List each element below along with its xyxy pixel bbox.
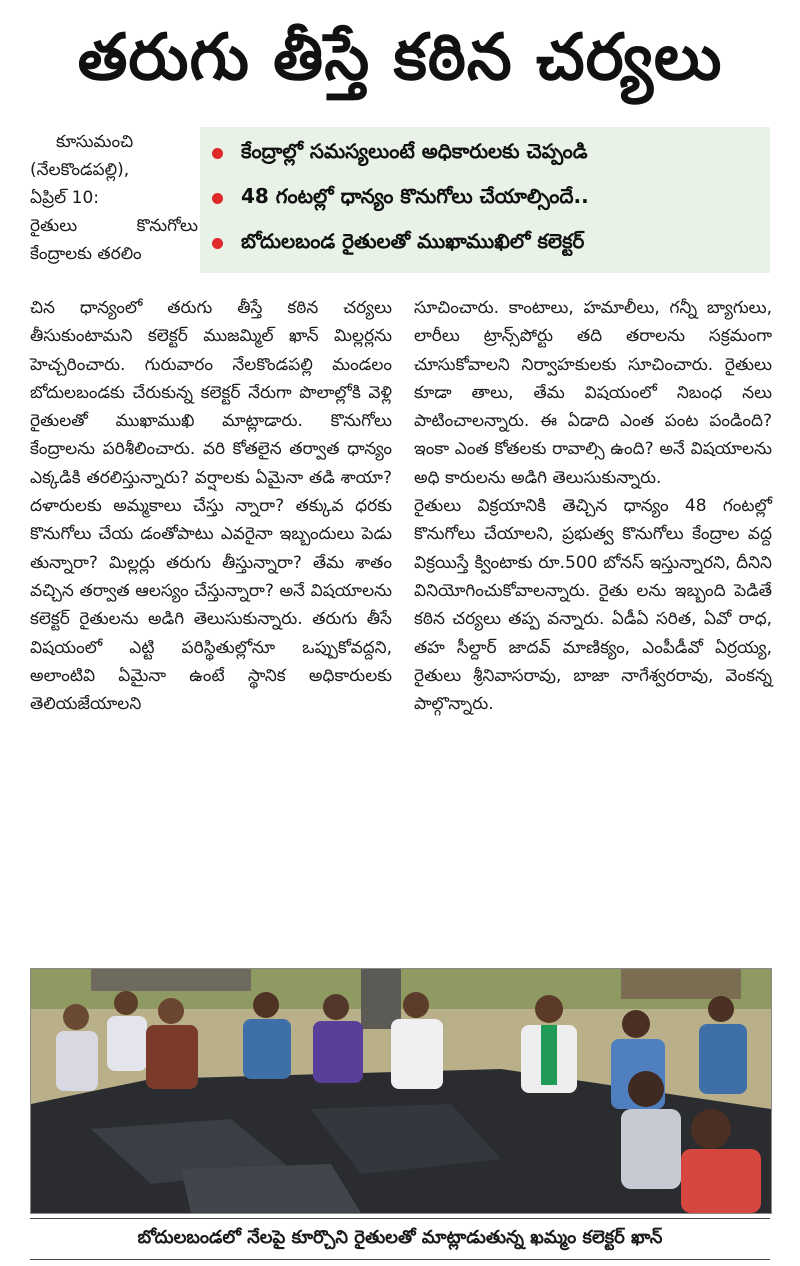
bullet-icon [212,193,223,204]
dateline [30,128,198,268]
article-paragraph: చిన ధాన్యంలో తరుగు తీస్తే కఠిన చర్యలు తీసుకుంటామని కలెక్టర్ ముజమ్మిల్ ఖాన్ మిల్లర్లను హెచ్చరించారు. గురువారం నేలకొండపల్లి మండలం బోదులబండకు చేరుకున్న కలెక్టర్ నేరుగా పొలాల్లోకి వెళ్లి రైతులతో ముఖాముఖి మాట్లాడారు. కొనుగోలు కేంద్రాలను పరిశీలించారు. వరి కోతలైన తర్వాత ధాన్యం ఎక్కడికి తరలిస్తున్నారు? వర్షాలకు ఏమైనా తడి శాయా? దళారులకు అమ్మకాలు చేస్తు న్నారా? తక్కువ ధరకు కొనుగోలు చేయ డంతోపాటు ఎవరైనా ఇబ్బందులు పెడు తున్నారా? మిల్లర్లు తరుగు తీస్తున్నారా? తేమ శాతం వచ్చిన తర్వాత ఆలస్యం చేస్తున్నారా? అనే విషయాలను కలెక్టర్ రైతులను అడిగి తెలుసుకున్నారు. తరుగు తీసే విషయంలో ఎట్టి పరిస్థితుల్లోనూ ఒప్పుకోవద్దని, అలాంటివి ఏమైనా ఉంటే స్థానిక అధికారులకు తెలియజేయాలని [30,298,392,715]
dateline-lead: రైతులు కొనుగోలు కేంద్రాలకు తరలిం [30,216,198,264]
dateline-date: ఏప్రిల్ 10: [30,188,99,208]
photo-illustration [31,969,771,1213]
highlight-text: కేంద్రాల్లో సమస్యలుంటే అధికారులకు చెప్పండి [241,139,588,163]
highlight-item [208,176,770,221]
highlight-item [208,221,770,266]
article-paragraph: రైతులు విక్రయానికి తెచ్చిన ధాన్యం 48 గంటల్లో కొనుగోలు చేయాలని, ప్రభుత్వ కొనుగోలు కేంద్రాల వద్ద విక్రయిస్తే క్వింటాకు రూ.500 బోనస్ ఇస్తున్నారని, దీనిని వినియోగించుకోవాలన్నారు. రైతు లను ఇబ్బంది పెడితే కఠిన చర్యలు తప్ప వన్నారు. ఏడీఏ సరిత, ఏవో రాధ, తహ సీల్దార్ జాదవ్ మాణిక్యం, ఎంపీడీవో ఏర్రయ్య, రైతులు శ్రీనివాసరావు, బాజా నాగేశ్వరరావు, వెంకన్న పాల్గొన్నారు. [414,496,772,715]
highlight-text: బోదులబండ రైతులతో ముఖాముఖిలో కలెక్టర్ [241,229,585,253]
article-paragraph: సూచించారు. కాంటాలు, హమాలీలు, గన్నీ బ్యాగులు, లారీలు ట్రాన్స్‌పోర్టు తది తరాలను సక్రమంగా చూసుకోవాలని నిర్వాహకులకు సూచించారు. రైతులు కూడా తాలు, తేమ విషయంలో నిబంధ నలు పాటించాలన్నారు. ఈ ఏడాది ఎంత పంట పండింది? ఇంకా ఎంత కోతలకు రావాల్సి ఉంది? అనే విషయాలను అధి కారులను అడిగి తెలుసుకున్నారు. [414,298,772,488]
highlight-item [208,131,770,176]
highlights-box [200,127,770,273]
dateline-place: కూసుమంచి (నేలకొండపల్లి), [30,132,134,180]
highlight-text: 48 గంటల్లో ధాన్యం కొనుగోలు చేయాల్సిందే.. [241,184,589,208]
bullet-icon [212,238,223,249]
photo-caption: బోదులబండలో నేలపై కూర్చొని రైతులతో మాట్లాడుతున్న ఖమ్మం కలెక్టర్ ఖాన్ [30,1218,770,1260]
news-photo [30,968,772,1214]
article-column-right [414,294,772,718]
article-column-left [30,294,392,718]
headline: తరుగు తీస్తే కఠిన చర్యలు [77,20,723,95]
bullet-icon [212,148,223,159]
